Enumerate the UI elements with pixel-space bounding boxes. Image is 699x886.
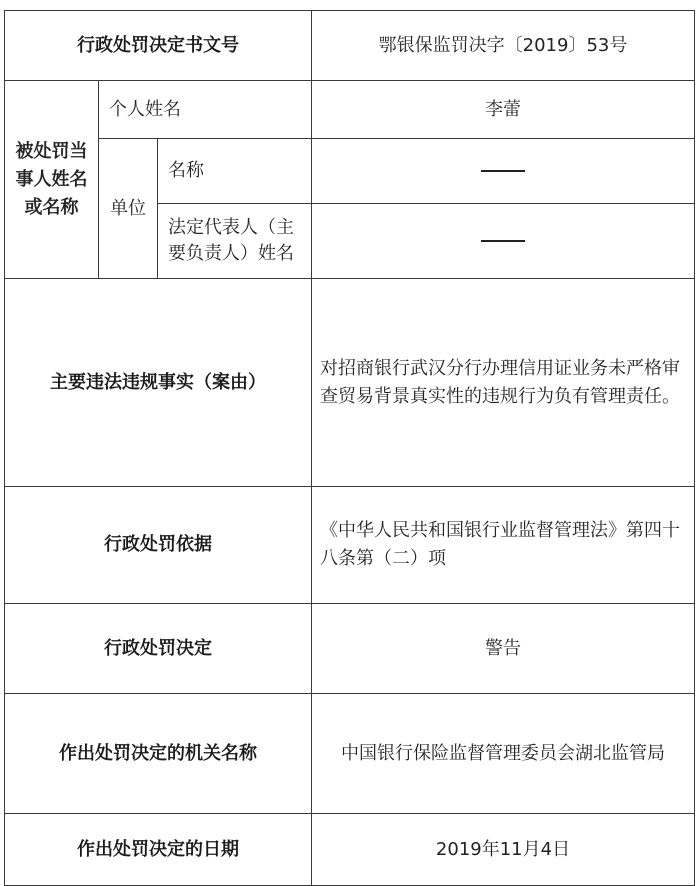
doc-number-label: 行政处罚决定书文号: [5, 11, 312, 81]
unit-name-value: [312, 139, 695, 204]
facts-label: 主要违法违规事实（案由）: [5, 279, 312, 487]
doc-number-value: 鄂银保监罚决字〔2019〕53号: [312, 11, 695, 81]
individual-name-value: 李蕾: [312, 81, 695, 139]
party-label: 被处罚当事人姓名或名称: [5, 81, 99, 279]
authority-row: [5, 694, 695, 814]
decision-row: [5, 604, 695, 694]
facts-value: 对招商银行武汉分行办理信用证业务未严格审查贸易背景真实性的违规行为负有管理责任。: [312, 279, 695, 487]
basis-label: 行政处罚依据: [5, 487, 312, 604]
legal-rep-label: 法定代表人（主要负责人）姓名: [158, 204, 312, 279]
date-label: 作出处罚决定的日期: [5, 814, 312, 886]
authority-value: 中国银行保险监督管理委员会湖北监管局: [312, 694, 695, 814]
penalty-decision-table: [4, 10, 695, 886]
legal-rep-value: [312, 204, 695, 279]
basis-row: [5, 487, 695, 604]
doc-number-row: [5, 11, 695, 81]
individual-name-label: 个人姓名: [99, 81, 312, 139]
unit-name-row: [5, 139, 695, 204]
facts-row: [5, 279, 695, 487]
basis-value: 《中华人民共和国银行业监督管理法》第四十八条第（二）项: [312, 487, 695, 604]
authority-label: 作出处罚决定的机关名称: [5, 694, 312, 814]
decision-label: 行政处罚决定: [5, 604, 312, 694]
decision-value: 警告: [312, 604, 695, 694]
legal-rep-dash: [481, 240, 525, 242]
unit-name-label: 名称: [158, 139, 312, 204]
individual-row: [5, 81, 695, 139]
unit-label: 单位: [99, 139, 158, 279]
unit-name-dash: [481, 170, 525, 172]
date-value: 2019年11月4日: [312, 814, 695, 886]
